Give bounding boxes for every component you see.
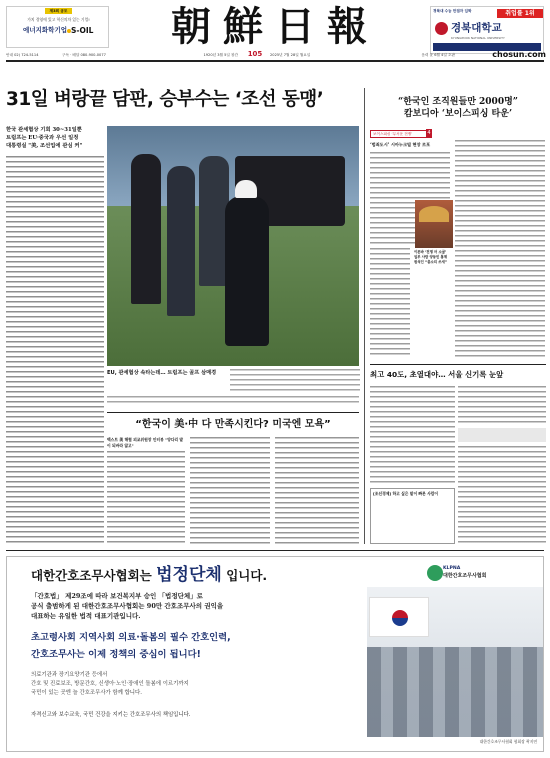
second-body-col-2 bbox=[190, 437, 270, 544]
lead-photo-caption: EU, 관세협상 속타는데… 트럼프는 골프 삼매경 bbox=[107, 370, 217, 376]
ad-footer: 자격신고와 보수교육, 국민 건강을 지키는 간호조무사의 책임입니다. bbox=[31, 712, 191, 718]
ad-title-suffix: 입니다. bbox=[226, 568, 268, 583]
ad-small-line: 간호 및 진료보조, 방문간호, 신생아·노인·장애인 돌봄에 이르기까지 bbox=[31, 681, 189, 687]
second-body-col-1 bbox=[107, 451, 185, 544]
ad-body-line: 공식 출범하게 된 대한간호조무사협회는 90만 간호조무사의 권익을 bbox=[31, 602, 224, 610]
knu-emblem-icon bbox=[435, 22, 448, 35]
ad-right-highlight: 취업률 1위 bbox=[497, 9, 543, 18]
brief-photo bbox=[458, 428, 546, 442]
second-headline: “한국이 美·中 다 만족시킨다? 미국엔 모욕” bbox=[135, 419, 331, 430]
sidebar-photo-sky bbox=[419, 206, 449, 222]
ad-body-line: 「간호법」 제29조에 따라 보건복지부 승인 「법정단체」로 bbox=[31, 592, 203, 600]
sidebar-photo-caption-line: 원석인 “총소리 쓰새” bbox=[414, 260, 448, 264]
masthead-left-ad bbox=[6, 6, 109, 48]
ad-small-line: 의료기관과 장기요양기관 등에서 bbox=[31, 672, 108, 678]
ad-slogan-line: 간호조무사는 이제 정책의 중심이 됩니다! bbox=[31, 649, 201, 660]
lead-headline: 31일 벼랑끝 담판, 승부수는 ‘조선 동맹’ bbox=[6, 89, 324, 110]
sidebar-badge-label: 보이스피싱 ‘무서운 전쟁’ bbox=[373, 132, 413, 136]
sidebar-subhead: ‘범죄도시’ 시아누크빌 현장 르포 bbox=[370, 142, 431, 147]
brief-body-col-2 bbox=[458, 386, 546, 426]
ad-small-line: 국민이 있는 곳엔 늘 간호조무사가 함께 합니다. bbox=[31, 690, 142, 696]
ad-slogan bbox=[31, 629, 361, 663]
photo-person bbox=[131, 154, 161, 304]
sidebar-headline bbox=[370, 96, 546, 120]
ad-right-line1: 경북대 수능 만점자 입학 bbox=[433, 9, 472, 13]
masthead-right-ad bbox=[430, 6, 544, 54]
ad-body bbox=[31, 591, 361, 621]
klpna-logo-mark: KLPNA bbox=[443, 566, 461, 571]
brief-body-col-1 bbox=[370, 386, 455, 486]
brief-headline: 최고 40도, 초열대야… 서울 신기록 눈앞 bbox=[370, 370, 504, 379]
masthead bbox=[0, 0, 550, 60]
ad-top-rule bbox=[6, 550, 544, 551]
photo-person bbox=[167, 166, 195, 316]
ad-badge: 제3회 공모 bbox=[45, 8, 72, 14]
lead-body-column-2 bbox=[107, 396, 359, 406]
masthead-rule bbox=[6, 60, 544, 62]
lead-photo-caption-text bbox=[230, 369, 360, 391]
sidebar-photo bbox=[415, 200, 453, 248]
ad-title-prefix: 대한간호조무사협회는 bbox=[31, 568, 152, 583]
ad-slogan-line: 초고령사회 지역사회 의료·돌봄의 필수 간호인력, bbox=[31, 632, 231, 643]
second-body-col-3 bbox=[275, 437, 359, 544]
s-oil-logo: S-OIL bbox=[71, 26, 94, 35]
lead-body-column-1 bbox=[6, 156, 104, 544]
second-intro: 백스트 美 해협 외교위원장 인터뷰 "양다리 말이 되바라 않고" bbox=[107, 437, 184, 448]
sidebar-headline-line: 캄보디아 ‘보이스피싱 타운’ bbox=[403, 109, 513, 119]
photo-golfer bbox=[225, 196, 269, 346]
lead-subhead bbox=[6, 126, 104, 150]
s-oil-icon bbox=[67, 29, 71, 33]
masthead-title: 朝鮮日報 bbox=[171, 3, 379, 50]
ad-right-name: 경북대학교 bbox=[451, 22, 502, 34]
sidebar-photo-caption-line: 이른바 ‘전쟁 어 소굴’ bbox=[414, 250, 447, 254]
ad-signature: 대한간호조무사협회 협회장 곽지연 bbox=[479, 739, 537, 744]
brief-rule bbox=[370, 364, 546, 365]
sidebar-headline-line: “한국인 조직원들만 2000명” bbox=[398, 97, 518, 107]
issue-date: 2025년 7월 28일 월요일 bbox=[270, 53, 311, 57]
ad-line1: 가치 경영에 있고 혁신의차 있는 기업! bbox=[27, 17, 90, 22]
site-link[interactable]: chosun.com bbox=[492, 50, 546, 59]
ad-flag-emblem-icon bbox=[392, 610, 408, 626]
brief-box-text: [조선경제] 하고 싶은 말이 빠른 사람이 bbox=[373, 491, 439, 496]
issue-right: 음력 윤 6월 4일 초판 bbox=[421, 53, 455, 57]
lead-subhead-line: 한국 관세협상 기회 30~31일뿐 bbox=[6, 127, 82, 133]
sidebar-badge bbox=[370, 130, 432, 138]
bottom-ad bbox=[6, 556, 544, 752]
ad-line2: 에너지화학기업 bbox=[23, 26, 67, 34]
lead-subhead-line: 대통령실 "美, 조선업에 관심 커" bbox=[6, 143, 83, 149]
lead-subhead-line: 트럼프는 EU·중국과 우선 일정 bbox=[6, 135, 79, 141]
ad-title bbox=[31, 565, 391, 586]
brief-box bbox=[370, 488, 455, 544]
klpna-logo-name: 대한간호조무사협회 bbox=[443, 573, 487, 579]
photo-golfer-cap bbox=[235, 180, 257, 198]
sidebar-badge-number: 4 bbox=[427, 130, 431, 136]
sidebar-photo-caption-line: 일부 사람 양동민 통제 bbox=[414, 255, 448, 259]
sidebar-photo-caption bbox=[414, 250, 456, 265]
ad-photo-flag bbox=[369, 597, 429, 637]
sidebar-body-col-2 bbox=[455, 140, 545, 358]
issue-left: 1920년 3월 5일 창간 bbox=[203, 53, 238, 57]
lead-photo bbox=[107, 126, 359, 366]
sidebar-divider bbox=[364, 88, 365, 544]
ad-small bbox=[31, 671, 361, 698]
masthead-info-sub: 구독 · 배달 080-900-0077 bbox=[62, 53, 106, 57]
masthead-info-phone: 안내 02) 724-5114 bbox=[6, 53, 39, 57]
klpna-logo-icon bbox=[427, 565, 443, 581]
ad-body-line: 대표하는 유일한 법적 대표기관입니다. bbox=[31, 612, 141, 620]
ad-title-highlight: 법정단체 bbox=[156, 565, 222, 585]
brief-body-col-2b bbox=[458, 446, 546, 544]
ad-right-sub: KYUNGPOOK NATIONAL UNIVERSITY bbox=[451, 36, 505, 40]
sidebar-body-col-1b bbox=[370, 248, 410, 358]
issue-number: 105 bbox=[247, 50, 263, 58]
second-story-rule bbox=[107, 412, 359, 413]
ad-photo-crowd bbox=[367, 647, 543, 737]
